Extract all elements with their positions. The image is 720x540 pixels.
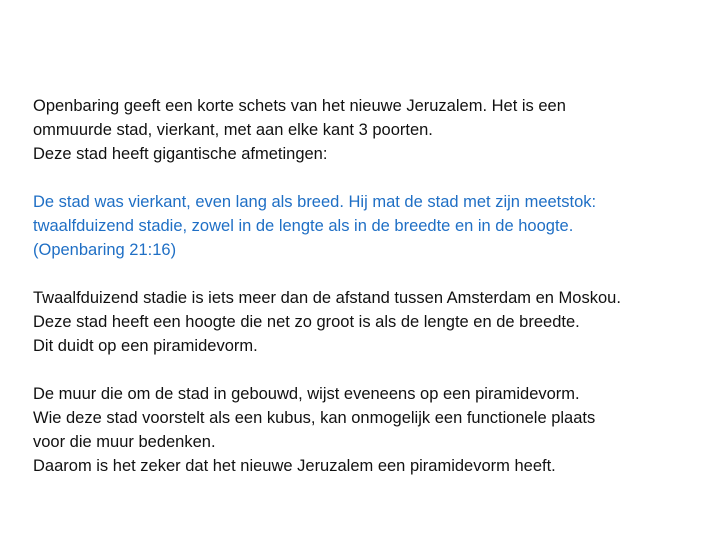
text-line: Deze stad heeft een hoogte die net zo groot is als de lengte en de breedte. [33,313,580,331]
text-line: voor die muur bedenken. [33,433,216,451]
text-line: Wie deze stad voorstelt als een kubus, kan onmogelijk een functionele plaats [33,409,596,427]
slide-text-body [33,94,703,478]
text-line: twaalfduizend stadie, zowel in de lengte als in de breedte en in de hoogte. [33,217,574,235]
text-line: De muur die om de stad in gebouwd, wijst eveneens op een piramidevorm. [33,385,580,403]
text-line: De stad was vierkant, even lang als breed. Hij mat de stad met zijn meetstok: [33,193,597,211]
text-line: Openbaring geeft een korte schets van het nieuwe Jeruzalem. Het is een [33,97,566,115]
text-line: Dit duidt op een piramidevorm. [33,337,258,355]
text-line: Daarom is het zeker dat het nieuwe Jeruzalem een piramidevorm heeft. [33,457,556,475]
text-line: Deze stad heeft gigantische afmetingen: [33,145,328,163]
paragraph-wall [33,382,703,478]
text-line: Twaalfduizend stadie is iets meer dan de afstand tussen Amsterdam en Moskou. [33,289,621,307]
text-line: ommuurde stad, vierkant, met aan elke kant 3 poorten. [33,121,433,139]
text-line: (Openbaring 21:16) [33,241,177,259]
paragraph-bible-quote [33,190,703,262]
paragraph-dimensions [33,286,703,358]
paragraph-intro [33,94,703,166]
